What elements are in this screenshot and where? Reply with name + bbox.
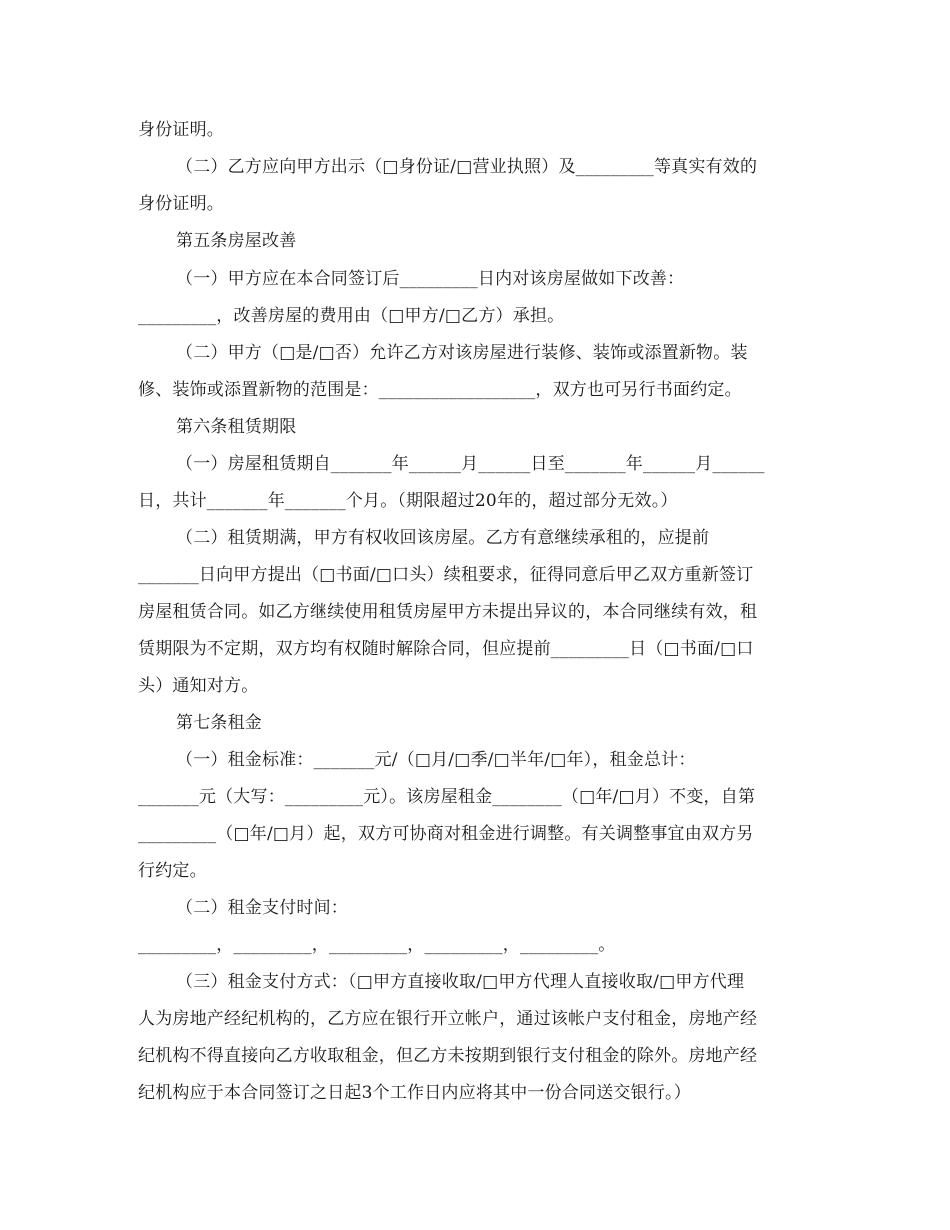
text-line: _________，_________，_________，_________，_________。 (138, 935, 616, 955)
text-line: （三）租金支付方式：（□甲方直接收取/□甲方代理人直接收取/□甲方代理 (176, 972, 745, 992)
text-line: （一）甲方应在本合同签订后_________日内对该房屋做如下改善： (176, 269, 685, 289)
section-heading: 第六条租赁期限 (176, 417, 297, 437)
text-line: 身份证明。 (138, 120, 224, 140)
text-line: （一）房屋租赁期自_______年______月______日至_______年______月______ (176, 454, 765, 474)
text-line: （二）租金支付时间： (176, 898, 348, 918)
text-line: 纪机构不得直接向乙方收取租金，但乙方未按期到银行支付租金的除外。房地产经 (138, 1046, 758, 1066)
text-line: 日，共计_______年_______个月。（期限超过20年的，超过部分无效。） (138, 491, 678, 511)
text-line: 人为房地产经纪机构的，乙方应在银行开立帐户，通过该帐户支付租金，房地产经 (138, 1009, 758, 1029)
text-line: 房屋租赁合同。如乙方继续使用租赁房屋甲方未提出异议的，本合同继续有效，租 (138, 602, 758, 622)
text-line: 纪机构应于本合同签订之日起3个工作日内应将其中一份合同送交银行。） (138, 1083, 691, 1103)
text-line: 头）通知对方。 (138, 676, 259, 696)
text-line: _________（□年/□月）起，双方可协商对租金进行调整。有关调整事宜由双方另 (138, 824, 754, 844)
text-line: 行约定。 (138, 861, 207, 881)
text-line: （一）租金标准：_______元/（□月/□季/□半年/□年），租金总计： (176, 750, 696, 770)
text-line: 修、装饰或添置新物的范围是：__________________，双方也可另行书面约定。 (138, 380, 742, 400)
text-line: （二）甲方（□是/□否）允许乙方对该房屋进行装修、装饰或添置新物。装 (176, 343, 748, 363)
text-line: _________，改善房屋的费用由（□甲方/□乙方）承担。 (138, 306, 565, 326)
section-heading: 第五条房屋改善 (176, 231, 297, 251)
text-line: _______元（大写：_________元）。该房屋租金________（□年/□月）不变，自第 (138, 787, 756, 807)
section-heading: 第七条租金 (176, 713, 262, 733)
text-line: 赁期限为不定期，双方均有权随时解除合同，但应提前_________日（□书面/□口 (138, 639, 754, 659)
text-line: （二）租赁期满，甲方有权收回该房屋。乙方有意继续承租的，应提前 (176, 528, 710, 548)
text-line: 身份证明。 (138, 194, 224, 214)
text-line: _______日向甲方提出（□书面/□口头）续租要求，征得同意后甲乙双方重新签订 (138, 565, 754, 585)
text-line: （二）乙方应向甲方出示（□身份证/□营业执照）及_________等真实有效的 (176, 157, 758, 177)
